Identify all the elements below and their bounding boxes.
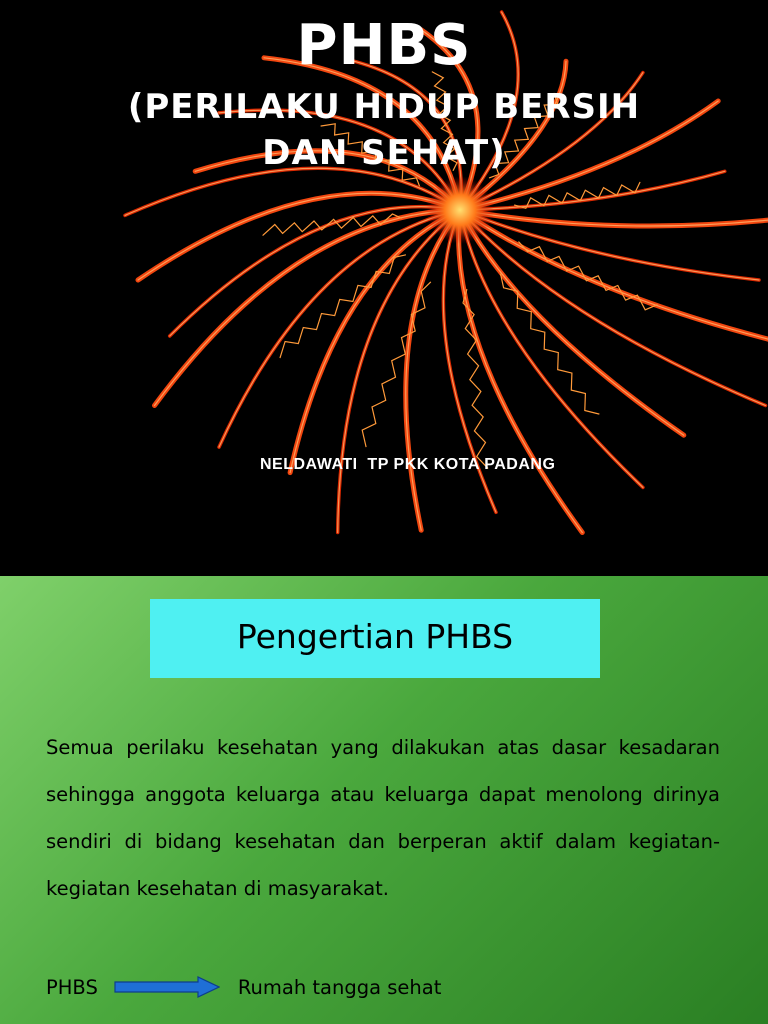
slide-subtitle (0, 84, 768, 176)
starburst-squiggle (501, 274, 599, 414)
slide-heading: Pengertian PHBS (236, 617, 514, 656)
subtitle-line-2: DAN SEHAT) (262, 133, 506, 173)
starburst-squiggle (463, 290, 488, 469)
slide-definition (0, 576, 768, 1024)
author-credit: NELDAWATI TP PKK KOTA PADANG (260, 456, 556, 473)
flow-target-label: Rumah tangga sehat (237, 975, 442, 999)
subtitle-line-1: (PERILAKU HIDUP BERSIH (127, 87, 641, 127)
starburst-ray-highlight (460, 210, 759, 280)
flow-source-label: PHBS (46, 975, 98, 999)
right-arrow-icon (114, 976, 220, 998)
slide-title-heading: PHBS (296, 13, 472, 78)
starburst-ray (460, 210, 759, 280)
starburst-squiggle (362, 282, 430, 446)
flow-row (46, 972, 441, 1002)
title-box (150, 599, 600, 678)
definition-paragraph: Semua perilaku kesehatan yang dilakukan atas dasar kesadaran sehingga anggota keluarga atau keluarga dapat menolong dirinya sendiri di bidang kesehatan dan berperan aktif dalam kegiatan-kegiatan kesehatan di masyarakat. (46, 736, 720, 900)
